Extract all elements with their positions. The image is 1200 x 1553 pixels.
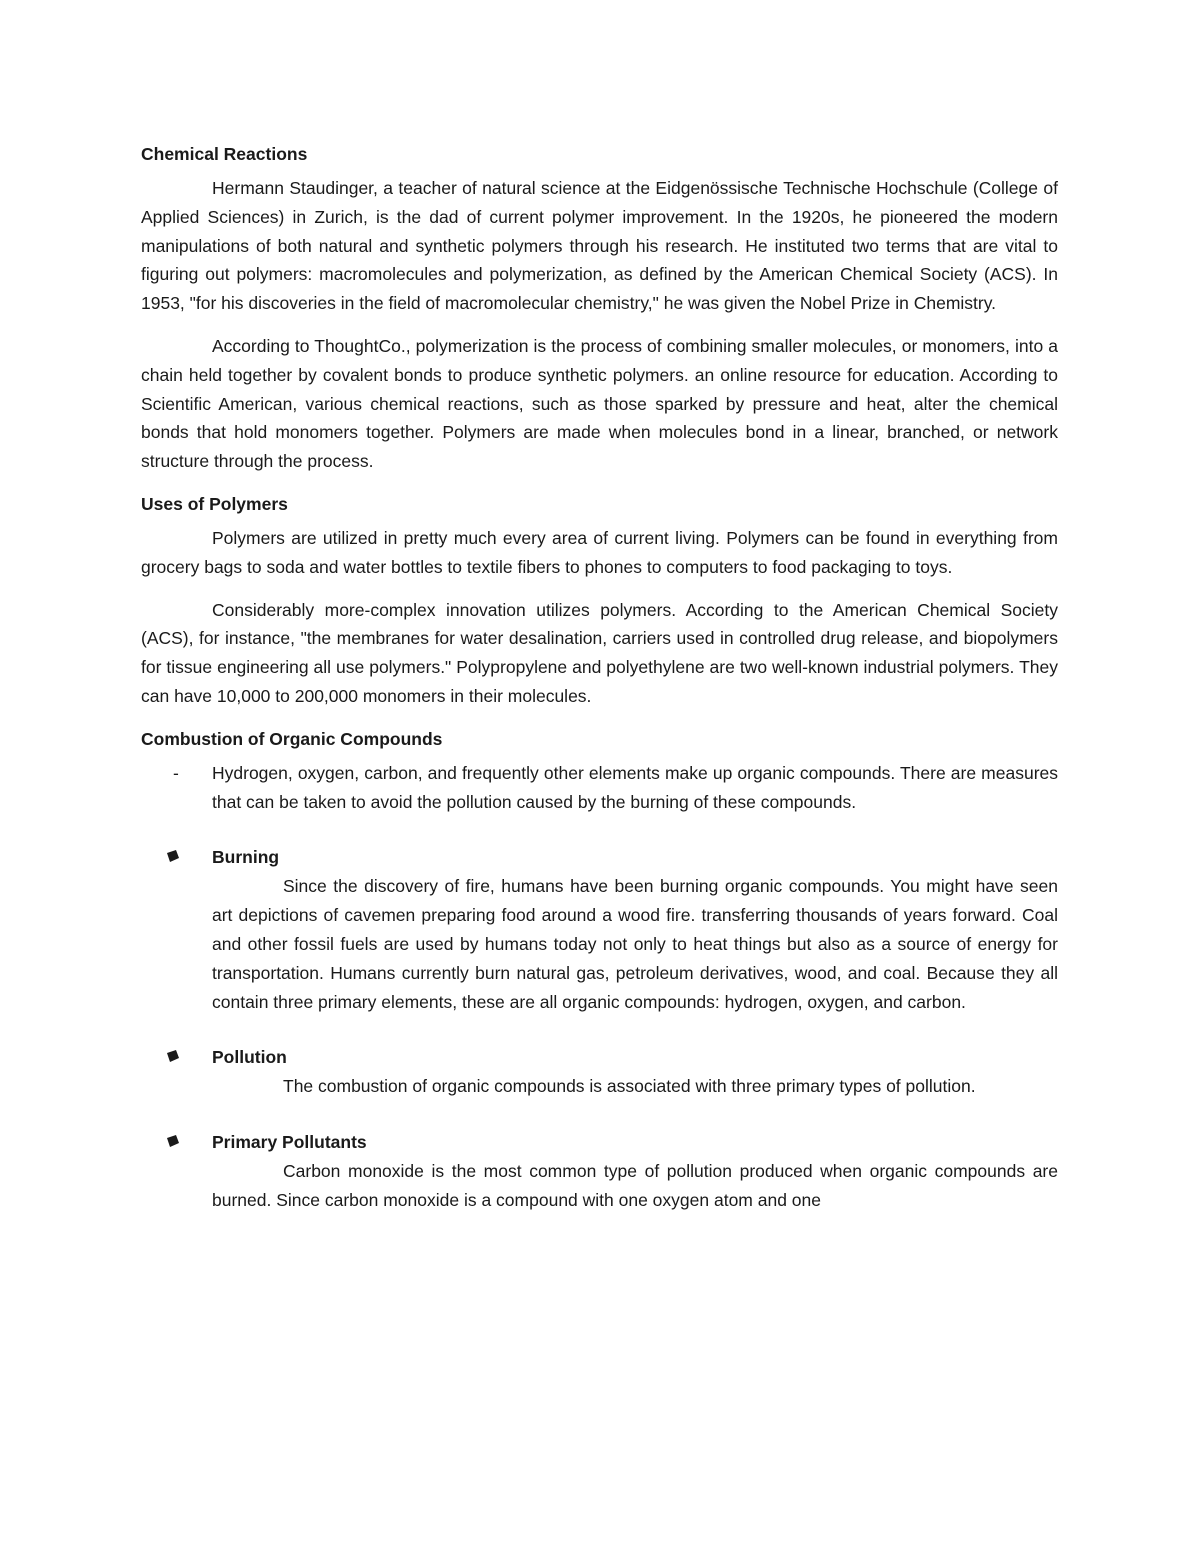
bullet-icon: [164, 1047, 182, 1065]
bullet-body: The combustion of organic compounds is associated with three primary types of pollution.: [283, 1076, 976, 1097]
bullet-item-primary-pollutants: [141, 1128, 1058, 1215]
dash-marker: -: [173, 762, 179, 783]
heading-chemical-reactions: Chemical Reactions: [141, 144, 308, 164]
bullet-icon: [164, 847, 182, 865]
bullet-icon: [164, 1132, 182, 1150]
bullet-title: Pollution: [212, 1047, 287, 1068]
bullet-title: Primary Pollutants: [212, 1132, 367, 1153]
heading-combustion: Combustion of Organic Compounds: [141, 728, 443, 749]
bullet-item-pollution: [141, 1043, 1058, 1101]
dash-list-item: [141, 759, 1058, 817]
dash-item-text: Hydrogen, oxygen, carbon, and frequently other elements make up organic compounds. There are measures that can be taken to avoid the pollution caused by the burning of these compounds.: [212, 762, 1058, 812]
heading-uses-of-polymers: Uses of Polymers: [141, 493, 288, 514]
paragraph-polymer-uses: Polymers are utilized in pretty much every area of current living. Polymers can be found in everything from grocery bags to soda and water bottles to textile fibers to phones to computers to food packaging to toys.: [141, 527, 1058, 577]
bullet-body: Since the discovery of fire, humans have been burning organic compounds. You might have seen art depictions of cavemen preparing food around a wood fire. transferring thousands of years forward. Coal and other fossil fuels are used by humans today not only to heat things but also as a source of energy for transportation. Humans currently burn natural gas, petroleum derivatives, wood, and coal. Because they all contain three primary elements, these are all organic compounds: hydrogen, oxygen, and carbon.: [212, 876, 1058, 1012]
bullet-title: Burning: [212, 847, 280, 868]
paragraph-polymerization: According to ThoughtCo., polymerization is the process of combining smaller molecules, or monomers, into a chain held together by covalent bonds to produce synthetic polymers. an online resource for education. According to Scientific American, various chemical reactions, such as those sparked by pressure and heat, alter the chemical bonds that hold monomers together. Polymers are made when molecules bond in a linear, branched, or network structure through the process.: [141, 335, 1058, 472]
bullet-body: Carbon monoxide is the most common type of pollution produced when organic compounds are burned. Since carbon monoxide is a compound with one oxygen atom and one: [212, 1161, 1058, 1210]
bullet-item-burning: [141, 843, 1058, 1016]
document-page: [141, 140, 1058, 1242]
paragraph-staudinger: Hermann Staudinger, a teacher of natural science at the Eidgenössische Technische Hochschule (College of Applied Sciences) in Zurich, is the dad of current polymer improvement. In the 1920s, he pioneered the modern manipulations of both natural and synthetic polymers through his research. He instituted two terms that are vital to figuring out polymers: macromolecules and polymerization, as defined by the American Chemical Society (ACS). In 1953, "for his discoveries in the field of macromolecular chemistry," he was given the Nobel Prize in Chemistry.: [141, 178, 1058, 314]
paragraph-complex-innovation: Considerably more-complex innovation utilizes polymers. According to the American Chemical Society (ACS), for instance, "the membranes for water desalination, carriers used in controlled drug release, and biopolymers for tissue engineering all use polymers." Polypropylene and polyethylene are two well-known industrial polymers. They can have 10,000 to 200,000 monomers in their molecules.: [141, 599, 1058, 706]
